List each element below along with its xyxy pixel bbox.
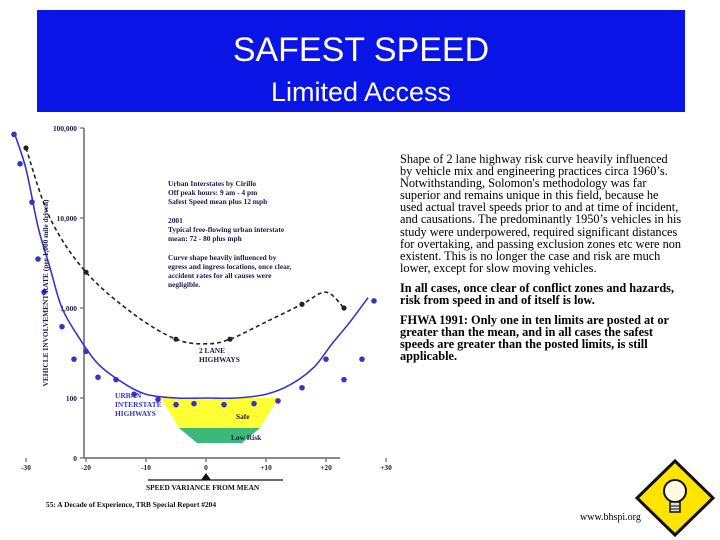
two-lane-label-line1: 2 LANE	[199, 346, 226, 355]
two-lane-data-point	[299, 302, 304, 307]
annotation-line-10: negligible.	[168, 280, 201, 289]
urban-label-line1: URBAN	[115, 391, 142, 400]
annotation-line-3: Safest Speed mean plus 12 mph	[168, 197, 268, 206]
notes-panel	[400, 153, 682, 371]
urban-data-point	[59, 324, 65, 330]
y-tick-label: 100	[65, 394, 77, 403]
chart-source: 55: A Decade of Experience, TRB Special Report #204	[46, 500, 217, 509]
urban-data-point	[221, 402, 227, 408]
urban-data-point	[11, 132, 17, 138]
x-tick-label: +30	[380, 463, 392, 472]
urban-data-point	[95, 374, 101, 380]
urban-data-point	[251, 401, 257, 407]
urban-label-line2: INTERSTATE	[115, 400, 162, 409]
annotation-line-6: mean: 72 - 80 plus mph	[168, 234, 242, 243]
x-tick-label: -30	[21, 463, 31, 472]
urban-data-point	[71, 356, 77, 362]
urban-data-point	[113, 377, 119, 383]
slide-subtitle: Limited Access	[270, 77, 452, 107]
mean-marker-icon	[201, 473, 211, 480]
y-tick-label: 100,000	[52, 124, 77, 133]
x-tick-label: +20	[320, 463, 332, 472]
urban-data-point	[17, 161, 23, 167]
urban-data-point	[173, 402, 179, 408]
note-paragraph-3: FHWA 1991: Only one in ten limits are posted at or greater than the mean, and in all cases the safest speeds are greater than the posted limits, is still applicable.	[400, 313, 669, 364]
note-paragraph-2: In all cases, once clear of conflict zones and hazards, risk from speed in and of itself is low.	[400, 280, 675, 308]
risk-curve-chart	[21, 118, 392, 513]
y-axis-label: VEHICLE INVOLVEMENT RATE (per 1,000 mile driven)	[41, 199, 50, 387]
annotation-line-7: Curve shape heavily influenced by	[168, 253, 277, 262]
annotation-line-4: 2001	[168, 216, 183, 225]
x-tick-label: -10	[141, 463, 151, 472]
urban-data-point	[323, 356, 329, 362]
low-risk-zone-label: Low Risk	[231, 433, 262, 442]
urban-data-point	[35, 256, 41, 262]
annotation-line-9: accident rates for all causes were	[168, 271, 272, 280]
urban-data-point	[371, 298, 377, 304]
annotation-line-2: Off peak hours: 9 am - 4 pm	[168, 188, 258, 197]
two-lane-data-point	[83, 270, 88, 275]
annotation-line-1: Urban Interstates by Cirillo	[168, 179, 257, 188]
urban-label-line3: HIGHWAYS	[115, 409, 156, 418]
lightbulb-sign-icon	[634, 458, 716, 538]
annotation-line-8: egress and ingress locations, once clear,	[168, 262, 292, 271]
annotation-line-5: Typical free-flowing urban interstate	[168, 225, 285, 234]
y-tick-label: 1,000	[60, 304, 77, 313]
urban-data-point	[275, 398, 281, 404]
two-lane-curve	[26, 148, 344, 344]
urban-data-point	[359, 356, 365, 362]
note-paragraph-1: Shape of 2 lane highway risk curve heavily influenced by vehicle mix and engineering practices circa 1960’s. Notwithstanding, Solomon's methodology was far superior and remains unique in this field, because he used actual travel speeds prior to and at time of incident, and causations. The predominantly 1950’s vehicles in his study were underpowered, required significant distances for overtaking, and passing exclusion zones etc were non existent. This is no longer the case and risk are much lower, except for slow moving vehicles.	[400, 152, 682, 275]
y-tick-label: 10,000	[56, 214, 77, 223]
safe-zone	[161, 398, 278, 428]
x-tick-label: 0	[204, 463, 208, 472]
x-axis-label: SPEED VARIANCE FROM MEAN	[146, 483, 260, 492]
website-link[interactable]: www.bhspi.org	[580, 512, 641, 523]
safe-zone-label: Safe	[236, 412, 250, 421]
urban-data-point	[83, 349, 89, 355]
slide-title: SAFEST SPEED	[232, 31, 490, 69]
x-tick-label: -20	[81, 463, 91, 472]
title-banner	[37, 10, 685, 112]
urban-data-point	[341, 377, 347, 383]
two-lane-label-line2: HIGHWAYS	[199, 355, 240, 364]
y-tick-label: 0	[73, 454, 77, 463]
urban-data-point	[29, 199, 35, 205]
urban-data-point	[299, 385, 305, 391]
two-lane-data-point	[173, 337, 178, 342]
two-lane-data-point	[23, 145, 28, 150]
x-tick-label: +10	[260, 463, 272, 472]
two-lane-data-point	[227, 337, 232, 342]
two-lane-data-point	[341, 305, 346, 310]
urban-data-point	[191, 401, 197, 407]
